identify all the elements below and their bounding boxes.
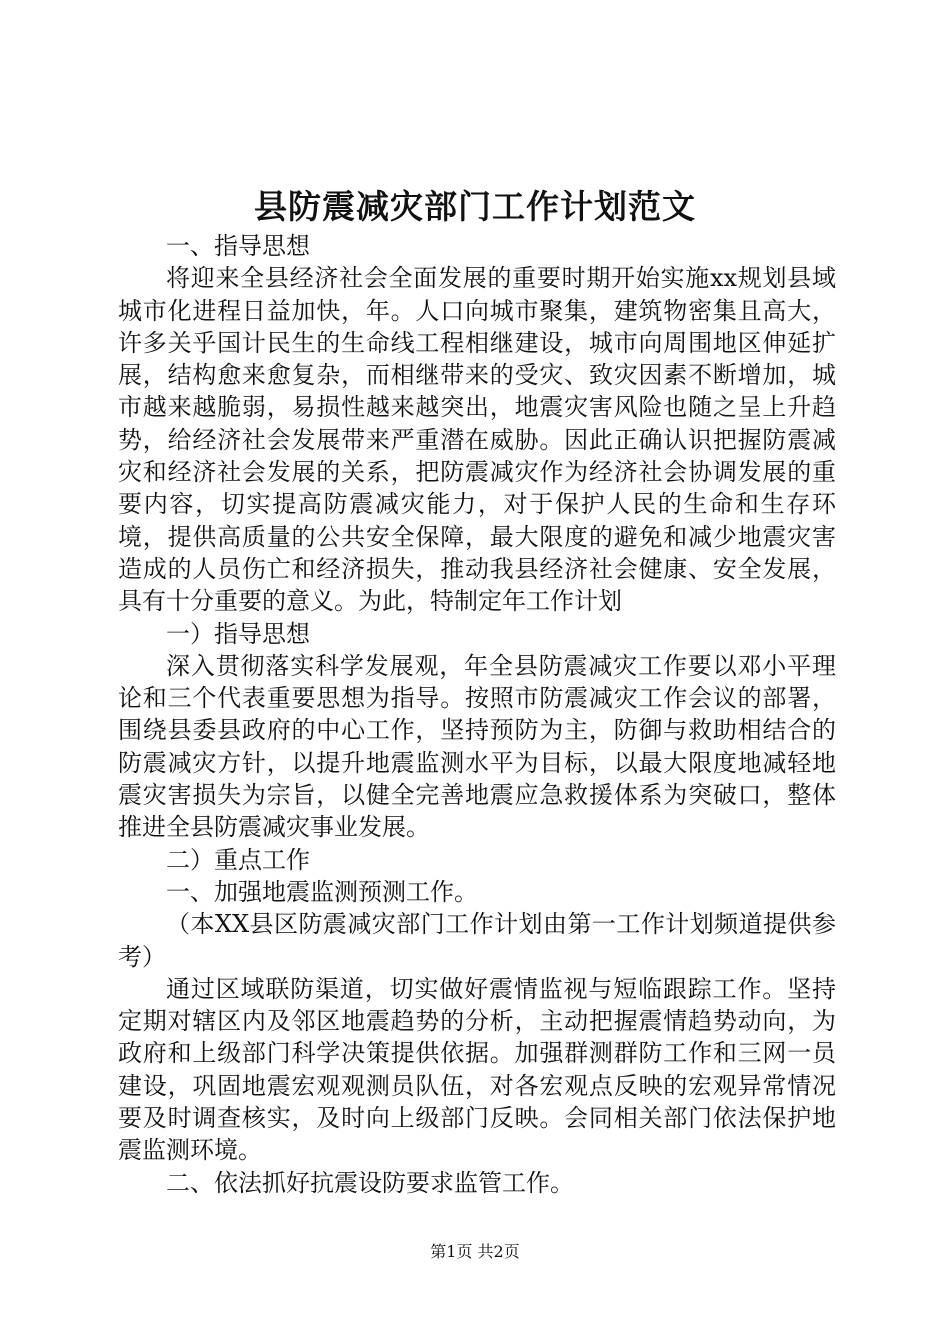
paragraph-guiding-thought: 深入贯彻落实科学发展观，年全县防震减灾工作要以邓小平理论和三个代表重要思想为指导。按照市防震减灾工作会议的部署，围绕县委县政府的中心工作，坚持预防为主，防御与救助相结合的防震减灾方针，以提升地震监测水平为目标，以最大限度地减轻地震灾害损失为宗旨，以健全完善地震应急救援体系为突破口，整体推进全县防震减灾事业发展。 [118, 651, 836, 842]
paragraph-monitoring: 通过区域联防渠道，切实做好震情监视与短临跟踪工作。坚持定期对辖区内及邻区地震趋势的分析，主动把握震情趋势动向，为政府和上级部门科学决策提供依据。加强群测群防工作和三网一员建设，巩固地震宏观观测员队伍，对各宏观点反映的宏观异常情况要及时调查核实，及时向上级部门反映。会同相关部门依法保护地震监测环境。 [118, 974, 836, 1165]
item-heading-monitoring: 一、加强地震监测预测工作。 [166, 877, 478, 906]
section-heading-guiding-thought: 一、指导思想 [166, 232, 310, 260]
paragraph-source-note: （本XX县区防震减灾部门工作计划由第一工作计划频道提供参考） [118, 910, 836, 971]
item-heading-seismic-fortification: 二、依法抓好抗震设防要求监管工作。 [166, 1168, 574, 1197]
document-body [118, 230, 836, 1199]
page-number-footer: 第1页 共2页 [430, 1242, 520, 1261]
subsection-heading-key-work: 二）重点工作 [166, 845, 310, 874]
paragraph-background: 将迎来全县经济社会全面发展的重要时期开始实施xx规划县域城市化进程日益加快，年。人口向城市聚集，建筑物密集且高大，许多关乎国计民生的生命线工程相继建设，城市向周围地区伸延扩展，结构愈来愈复杂，而相继带来的受灾、致灾因素不断增加，城市越来越脆弱，易损性越来越突出，地震灾害风险也随之呈上升趋势，给经济社会发展带来严重潜在威胁。因此正确认识把握防震减灾和经济社会发展的关系，把防震减灾作为经济社会协调发展的重要内容，切实提高防震减灾能力，对于保护人民的生命和生存环境，提供高质量的公共安全保障，最大限度的避免和减少地震灾害造成的人员伤亡和经济损失，推动我县经济社会健康、安全发展，具有十分重要的意义。为此，特制定年工作计划 [118, 264, 836, 616]
subsection-heading-guiding-thought: 一）指导思想 [166, 619, 310, 648]
document-title: 县防震减灾部门工作计划范文 [254, 187, 696, 226]
